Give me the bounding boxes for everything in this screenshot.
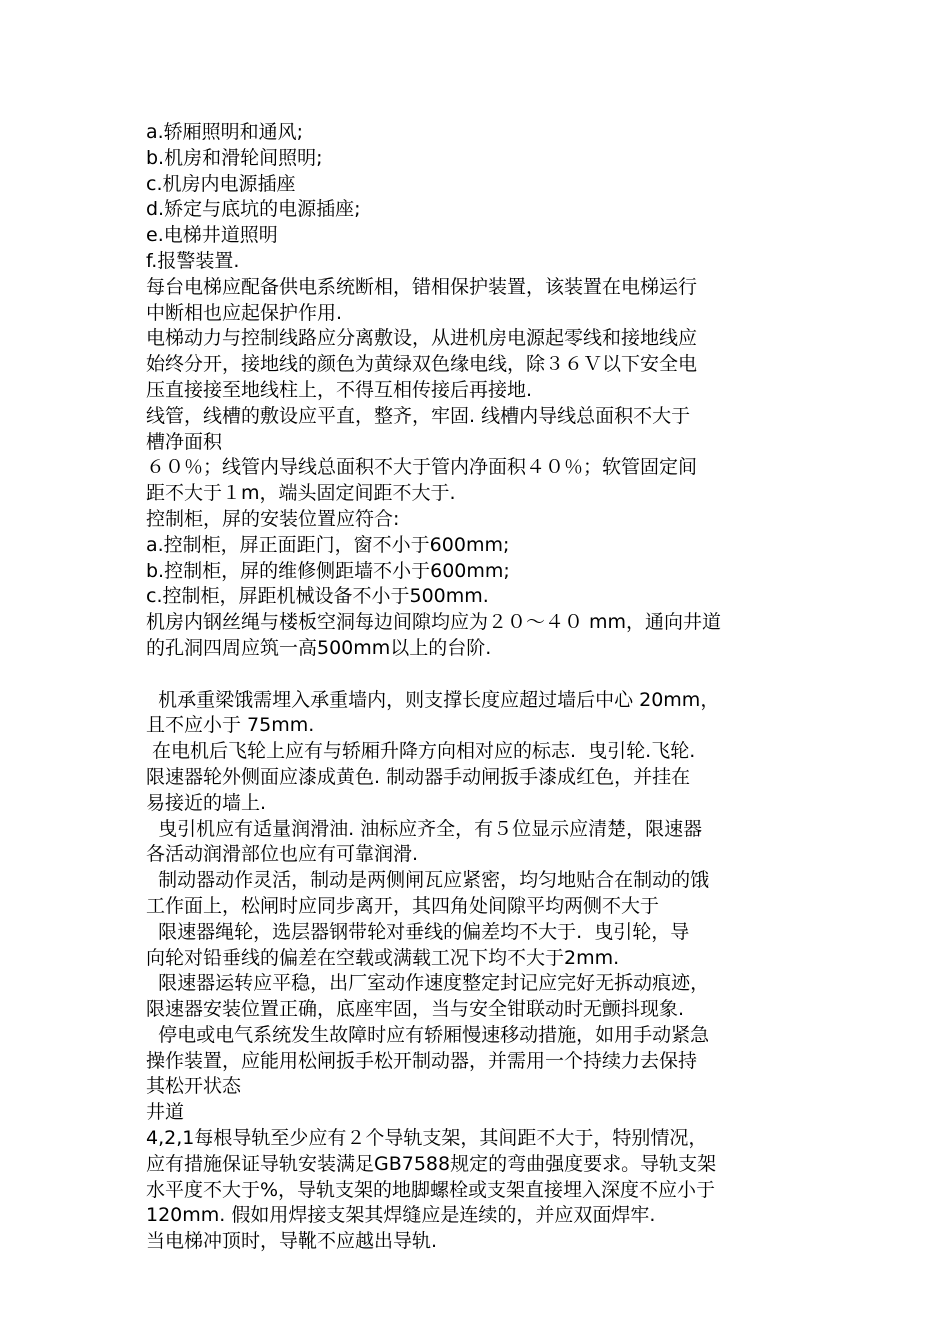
text-line: 机承重梁饿需埋入承重墙内，则支撑长度应超过墙后中心 20mm， <box>146 688 720 711</box>
text-line: 限速器运转应平稳，出厂室动作速度整定封记应完好无拆动痕迹， <box>146 972 710 995</box>
text-line: 每台电梯应配备供电系统断相，错相保护装置，该装置在电梯运行 <box>146 275 698 298</box>
text-line: b.机房和滑轮间照明; <box>146 146 323 169</box>
text-line: c.控制柜，屏距机械设备不小于500mm. <box>146 585 489 608</box>
text-line: 且不应小于 75mm. <box>146 714 315 737</box>
text-line: ６０％；线管内导线总面积不大于管内净面积４０％；软管固定间 <box>146 456 698 479</box>
text-line: 工作面上，松闸时应同步离开，其四角处间隙平均两侧不大于 <box>146 894 660 917</box>
text-line: 水平度不大于%，导轨支架的地脚螺栓或支架直接埋入深度不应小于 <box>146 1178 716 1201</box>
text-line: 曳引机应有适量润滑油. 油标应齐全，有５位显示应清楚，限速器 <box>146 817 703 840</box>
text-line: f.报警装置. <box>146 249 240 272</box>
blank-line <box>146 662 826 688</box>
text-line: 槽净面积 <box>146 430 223 453</box>
text-line: 在电机后飞轮上应有与轿厢升降方向相对应的标志. 曳引轮.飞轮. <box>146 740 696 763</box>
document-page <box>146 120 826 1255</box>
text-line: 各活动润滑部位也应有可靠润滑. <box>146 843 419 866</box>
text-line: c.机房内电源插座 <box>146 172 296 195</box>
text-line: 电梯动力与控制线路应分离敷设，从进机房电源起零线和接地线应 <box>146 327 698 350</box>
text-line: 120mm. 假如用焊接支架其焊缝应是连续的，并应双面焊牢. <box>146 1204 656 1227</box>
text-line: e.电梯井道照明 <box>146 224 278 247</box>
text-line: 线管，线槽的敷设应平直，整齐，牢固. 线槽内导线总面积不大于 <box>146 404 691 427</box>
text-line: 操作装置，应能用松闸扳手松开制动器，并需用一个持续力去保持 <box>146 1049 698 1072</box>
text-line: 易接近的墙上. <box>146 791 267 814</box>
text-line: 制动器动作灵活，制动是两侧闸瓦应紧密，均匀地贴合在制动的饿 <box>146 869 710 892</box>
text-line: 当电梯冲顶时，导靴不应越出导轨. <box>146 1230 438 1253</box>
text-line: a.控制柜，屏正面距门，窗不小于600mm; <box>146 533 510 556</box>
text-line: 限速器安装位置正确，底座牢固，当与安全钳联动时无颤抖现象. <box>146 998 685 1021</box>
text-line: 中断相也应起保护作用. <box>146 301 343 324</box>
text-line: 停电或电气系统发生故障时应有轿厢慢速移动措施，如用手动紧急 <box>146 1023 710 1046</box>
text-line: 机房内钢丝绳与楼板空洞每边间隙均应为２０～４０ mm，通向井道 <box>146 611 722 634</box>
text-line: 应有措施保证导轨安装满足GB7588规定的弯曲强度要求。导轨支架 <box>146 1152 717 1175</box>
text-line: 限速器轮外侧面应漆成黄色. 制动器手动闸扳手漆成红色，并挂在 <box>146 765 691 788</box>
text-line: 其松开状态 <box>146 1075 242 1098</box>
text-line: 向轮对铅垂线的偏差在空载或满载工况下均不大于2mm. <box>146 946 620 969</box>
text-line: 限速器绳轮，选层器钢带轮对垂线的偏差均不大于. 曳引轮，导 <box>146 920 690 943</box>
text-line: d.矫定与底坑的电源插座; <box>146 198 361 221</box>
text-line: 控制柜，屏的安装位置应符合: <box>146 507 400 530</box>
text-line: 始终分开，接地线的颜色为黄绿双色缘电线，除３６Ｖ以下安全电 <box>146 353 698 376</box>
text-line: 的孔洞四周应筑一高500mm以上的台阶. <box>146 636 492 659</box>
text-line: b.控制柜，屏的维修侧距墙不小于600mm; <box>146 559 510 582</box>
text-line: 4,2,1每根导轨至少应有２个导轨支架，其间距不大于，特别情况， <box>146 1127 708 1150</box>
text-line: a.轿厢照明和通风; <box>146 121 304 143</box>
text-line: 井道 <box>146 1101 185 1124</box>
text-line: 压直接接至地线柱上，不得互相传接后再接地. <box>146 378 533 401</box>
text-line: 距不大于１m，端头固定间距不大于. <box>146 482 456 505</box>
